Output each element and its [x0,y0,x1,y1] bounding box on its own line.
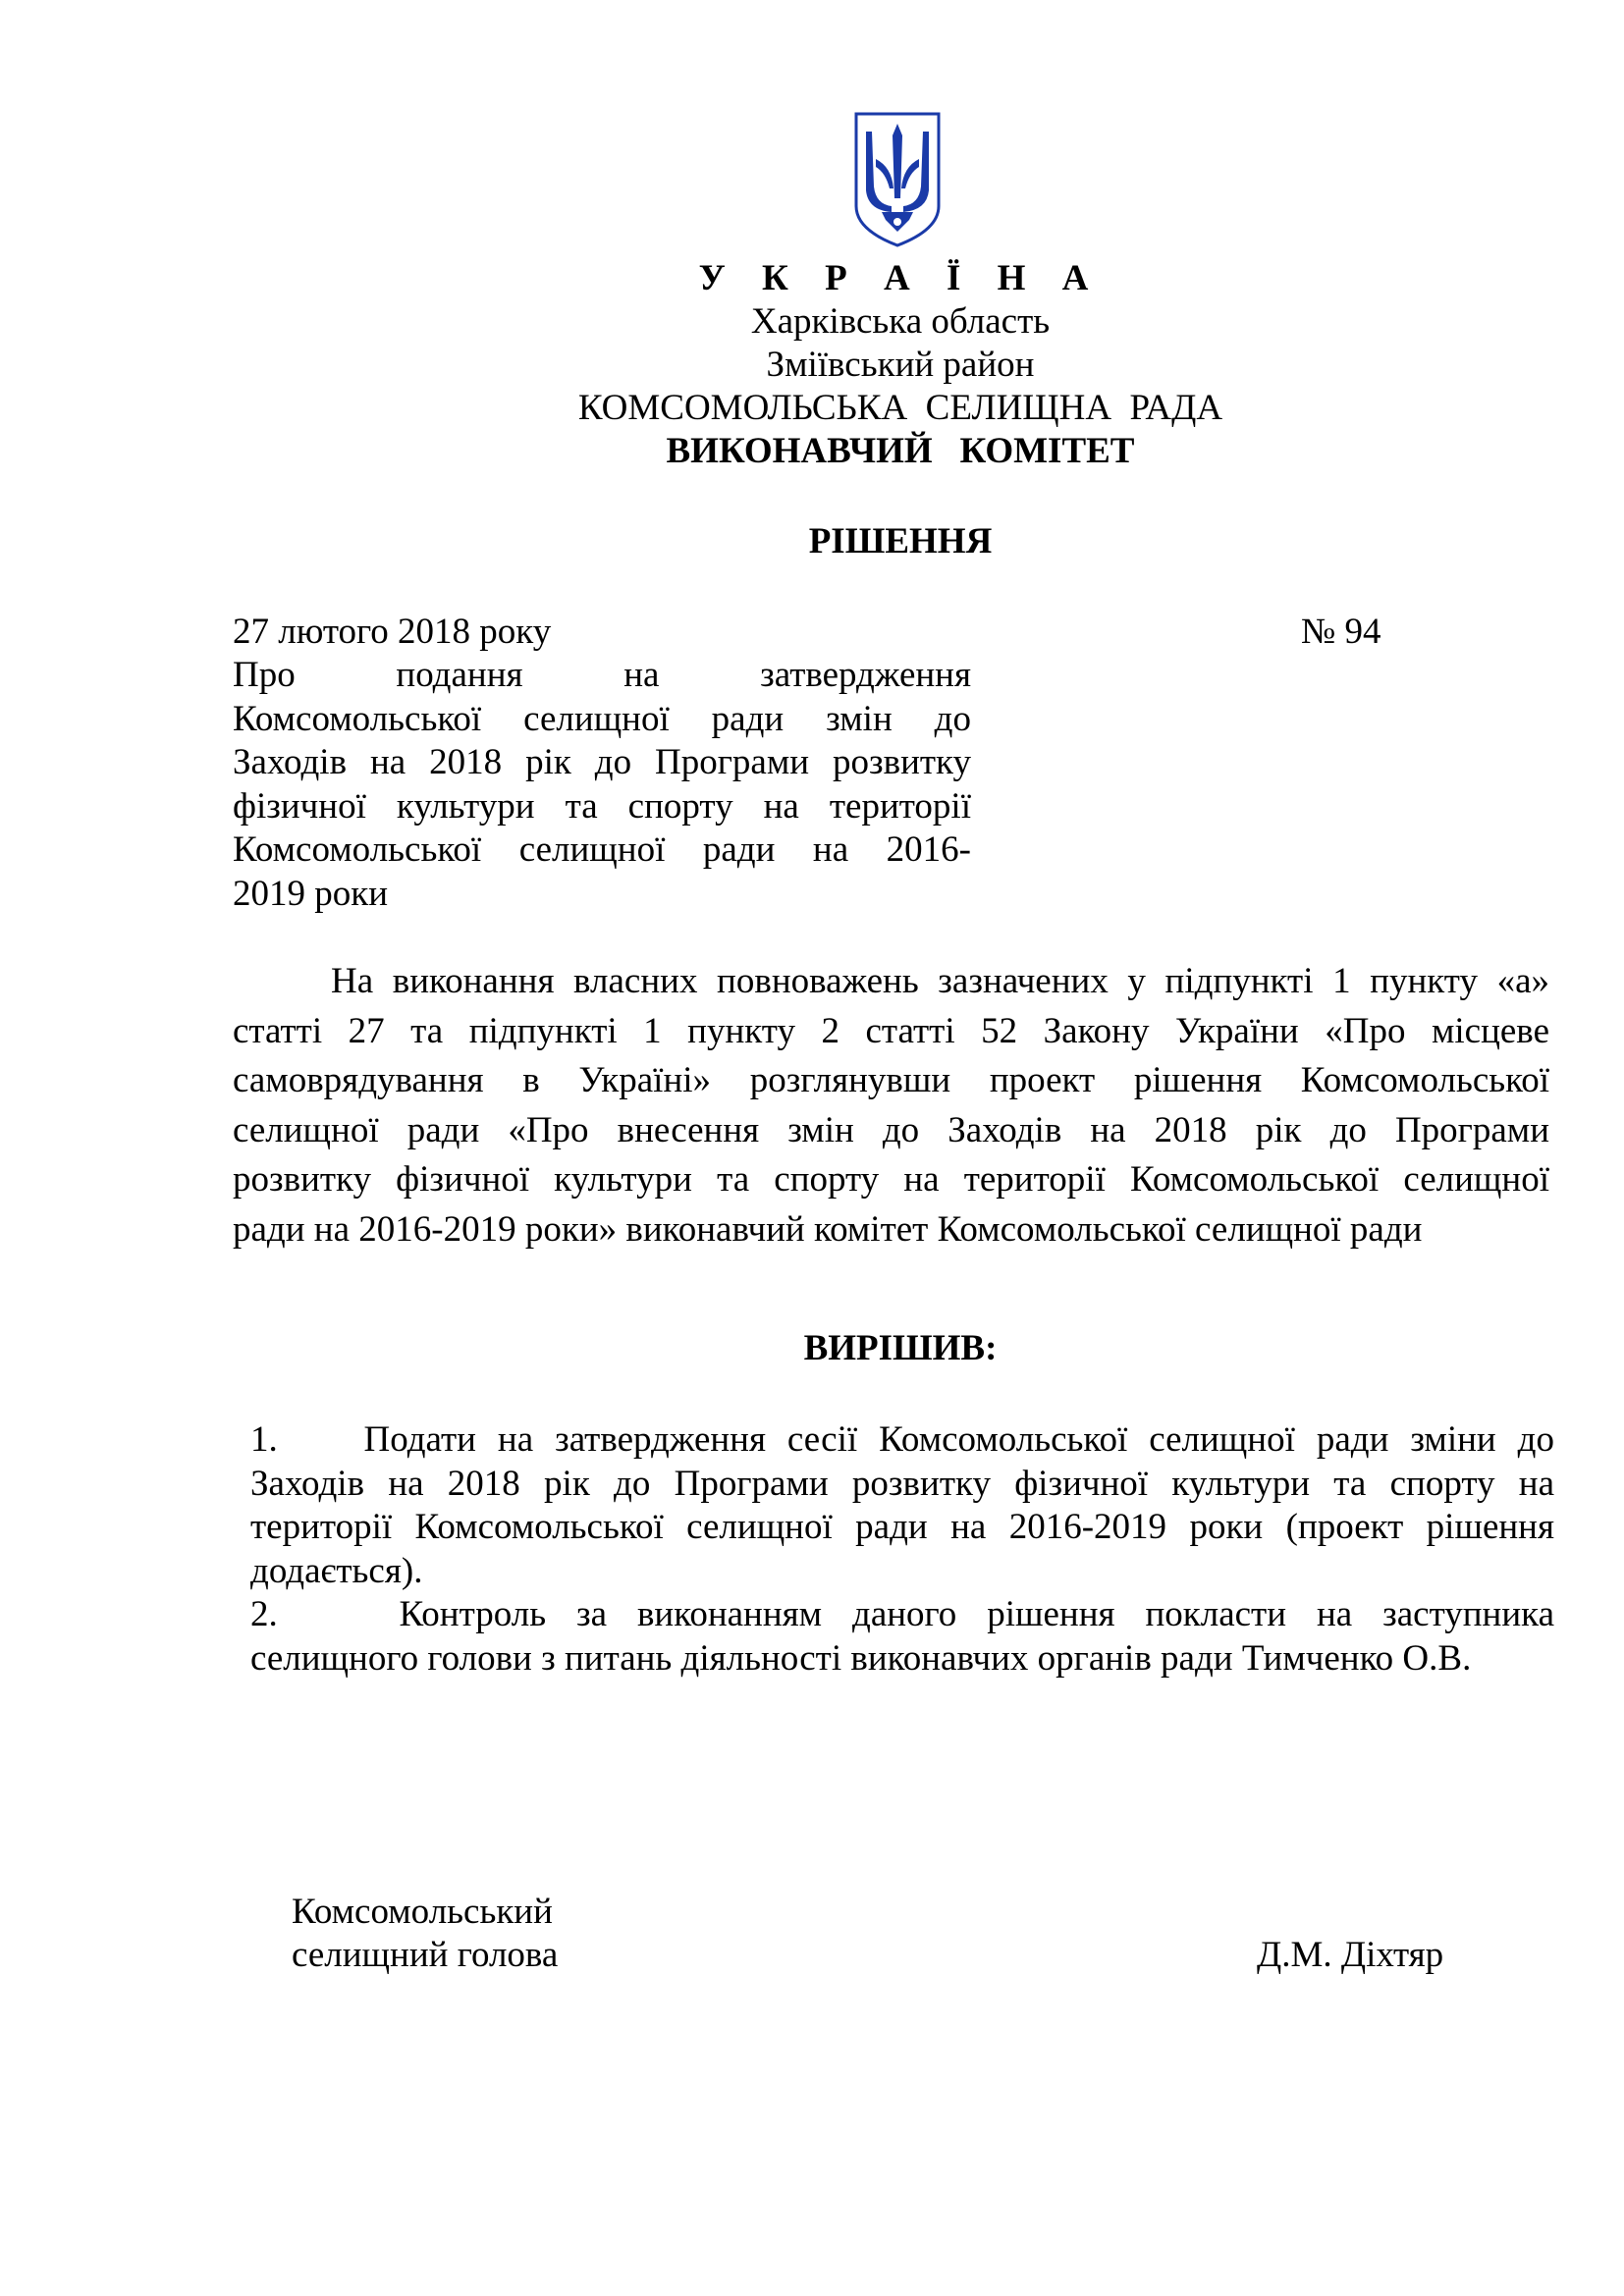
preamble-paragraph [233,957,1549,1255]
document-type-heading: РІШЕННЯ [808,521,993,561]
preamble-line: розвитку фізичної культури та спорту на території Комсомольської селищної [233,1159,1549,1200]
raion-line: Зміївський район [766,345,1035,385]
preamble-line: селищної ради «Про внесення змін до Заходів на 2018 рік до Програми [233,1109,1549,1150]
oblast-line: Харківська область [750,301,1051,342]
subject-line: Заходів на 2018 рік до Програми розвитку [233,742,971,782]
tryzub-coat-of-arms-icon [852,110,943,249]
document-date: 27 лютого 2018 року [233,612,552,652]
decision-item-1 [250,1418,1554,1593]
decision-item-2 [250,1593,1554,1681]
decision-line: 2. Контроль за виконанням даного рішення покласти на заступника [250,1594,1554,1634]
country-heading: У К Р А Ї Н А [698,258,1103,298]
decision-line: додається). [250,1550,423,1591]
subject-line: Комсомольської селищної ради змін до [233,698,971,739]
signatory-title-line2: селищний голова [292,1935,559,1975]
preamble-line: ради на 2016-2019 роки» виконавчий комітет Комсомольської селищної ради [233,1208,1423,1250]
signatory-title-line1: Комсомольський [292,1892,553,1932]
decided-heading: ВИРІШИВ: [803,1328,998,1368]
subject-line: Про подання на затвердження [233,655,971,695]
decision-line: території Комсомольської селищної ради на 2016-2019 роки (проект рішення [250,1507,1554,1547]
signatory-name: Д.М. Діхтяр [1257,1935,1444,1975]
preamble-line: самоврядування в Україні» розглянувши проект рішення Комсомольської [233,1060,1549,1100]
committee-line: ВИКОНАВЧИЙ КОМІТЕТ [666,431,1135,471]
document-subject [233,654,971,916]
preamble-line: На виконання власних повноважень зазначених у підпункті 1 пункту «а» [331,961,1549,1001]
council-line: КОМСОМОЛЬСЬКА СЕЛИЩНА РАДА [577,388,1223,428]
decision-line: 1. Подати на затвердження сесії Комсомольської селищної ради зміни до [250,1419,1554,1460]
preamble-line: статті 27 та підпункті 1 пункту 2 статті 52 Закону України «Про місцеве [233,1010,1549,1051]
subject-line: 2019 роки [233,873,389,914]
decision-line: Заходів на 2018 рік до Програми розвитку фізичної культури та спорту на [250,1463,1554,1504]
document-number: № 94 [1301,612,1381,652]
subject-line: Комсомольської селищної ради на 2016- [233,829,971,870]
decision-line: селищного голови з питань діяльності виконавчих органів ради Тимченко О.В. [250,1637,1472,1679]
subject-line: фізичної культури та спорту на території [233,785,971,827]
